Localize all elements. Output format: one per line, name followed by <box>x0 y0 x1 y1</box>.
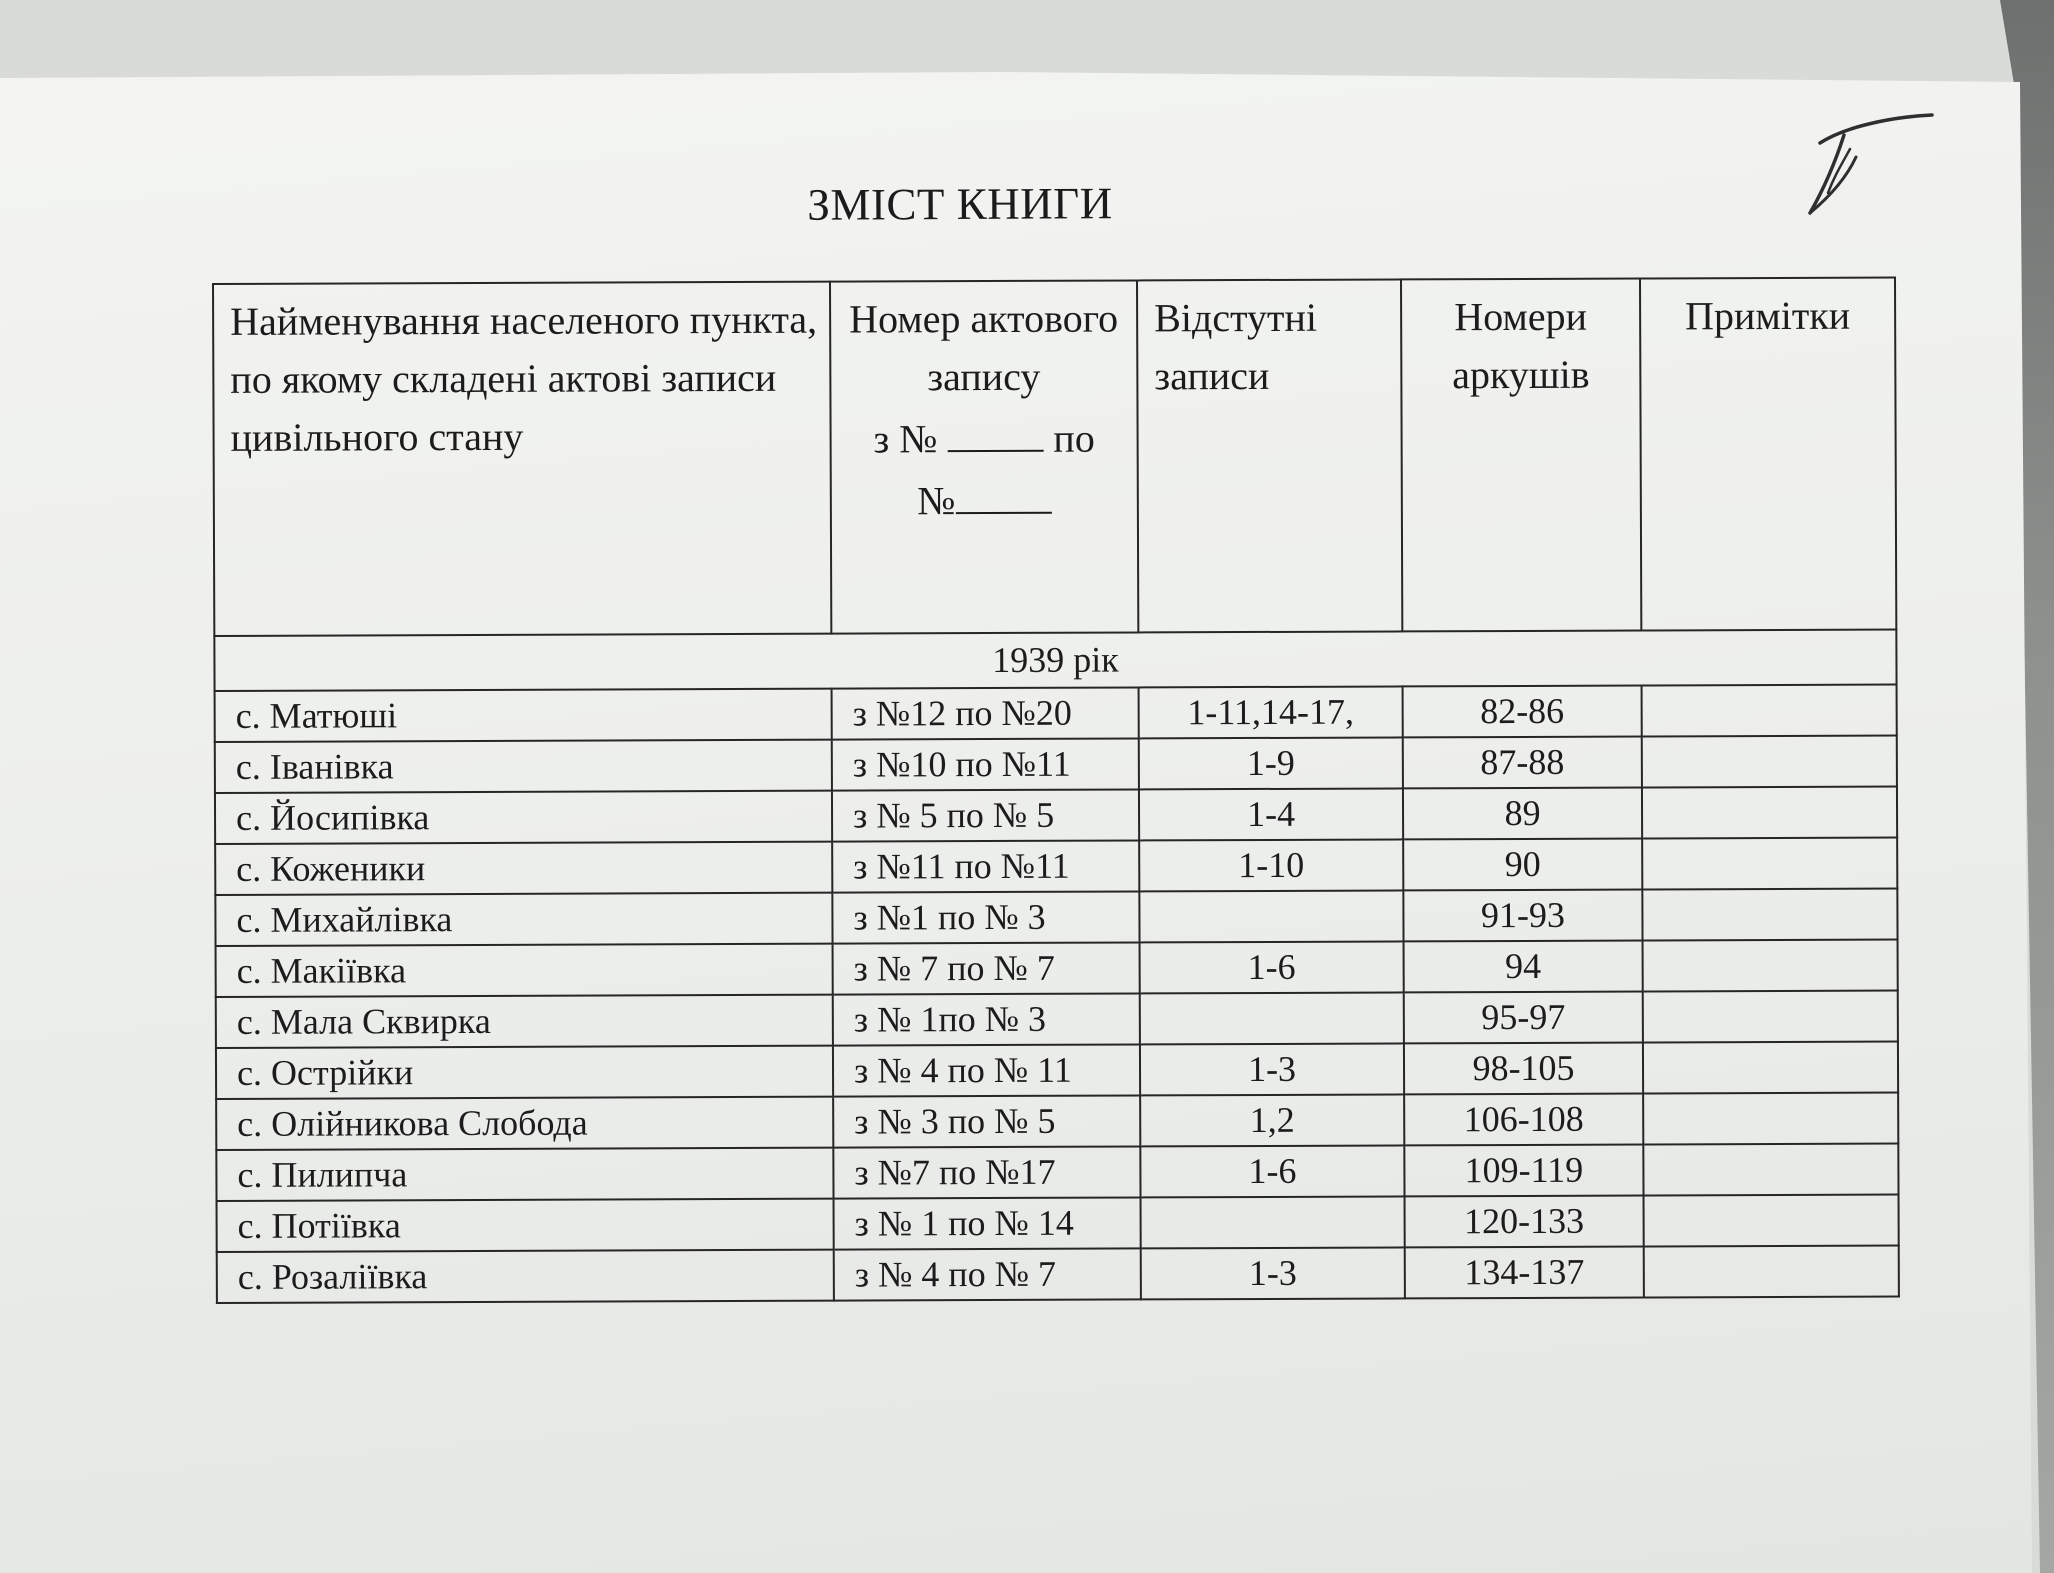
sheet-numbers-cell: 95-97 <box>1404 992 1643 1044</box>
table-row <box>216 1093 1898 1150</box>
table-row <box>216 940 1898 997</box>
table-header-row <box>213 278 1896 636</box>
record-range-cell: з №12 по №20 <box>832 687 1139 739</box>
settlement-cell: с. Розаліївка <box>217 1250 834 1303</box>
sheet-numbers-cell: 98-105 <box>1404 1043 1643 1095</box>
missing-records-cell: 1-4 <box>1139 788 1403 840</box>
notes-cell <box>1642 736 1897 788</box>
table-row <box>216 1144 1898 1201</box>
sheet-numbers-cell: 109-119 <box>1404 1145 1643 1197</box>
settlement-cell: с. Острійки <box>216 1046 833 1099</box>
settlement-cell: с. Михайлівка <box>215 893 832 946</box>
missing-records-cell: 1-11,14-17, <box>1139 686 1403 738</box>
table-row <box>216 991 1898 1048</box>
missing-records-cell: 1-6 <box>1140 941 1404 993</box>
missing-records-cell: 1-6 <box>1140 1145 1404 1197</box>
notes-cell <box>1643 1144 1898 1196</box>
notes-cell <box>1642 838 1897 890</box>
notes-cell <box>1643 1093 1898 1145</box>
settlement-cell: с. Матюші <box>215 689 832 742</box>
settlement-cell: с. Пилипча <box>216 1148 833 1201</box>
notes-cell <box>1643 991 1898 1043</box>
table-row <box>216 1042 1898 1099</box>
sheet-numbers-cell: 106-108 <box>1404 1094 1643 1146</box>
settlement-cell: с. Олійникова Слобода <box>216 1097 833 1150</box>
record-range-cell: з № 4 по № 7 <box>834 1248 1141 1300</box>
header-notes: Примітки <box>1640 278 1896 631</box>
sheet-numbers-cell: 94 <box>1404 941 1643 993</box>
settlement-cell: с. Мала Сквирка <box>216 995 833 1048</box>
sheet-numbers-cell: 91-93 <box>1403 890 1642 942</box>
sheet-numbers-cell: 82-86 <box>1403 686 1642 738</box>
missing-records-cell: 1-10 <box>1139 839 1403 891</box>
contents-table-wrapper <box>212 277 1898 1304</box>
year-label: 1939 рік <box>214 630 1896 691</box>
missing-records-cell: 1-3 <box>1140 1043 1404 1095</box>
missing-records-cell <box>1140 992 1404 1044</box>
table-row <box>215 889 1897 946</box>
table-row <box>215 736 1897 793</box>
notes-cell <box>1644 1195 1899 1247</box>
missing-records-cell: 1-3 <box>1141 1247 1405 1299</box>
settlement-cell: с. Іванівка <box>215 740 832 793</box>
record-range-cell: з № 4 по № 11 <box>833 1044 1140 1096</box>
record-range-cell: з №1 по № 3 <box>832 891 1139 943</box>
missing-records-cell <box>1139 890 1403 942</box>
settlement-cell: с. Макіївка <box>216 944 833 997</box>
settlement-cell: с. Йосипівка <box>215 791 832 844</box>
notes-cell <box>1643 940 1898 992</box>
check-mark-icon <box>1800 105 1940 225</box>
header-sheets: Номери аркушів <box>1401 279 1641 632</box>
notes-cell <box>1642 889 1897 941</box>
table-row <box>215 787 1897 844</box>
sheet-numbers-cell: 87-88 <box>1403 737 1642 789</box>
notes-cell <box>1644 1246 1899 1298</box>
settlement-cell: с. Потіївка <box>217 1199 834 1252</box>
header-record-number-label: Номер актового запису <box>849 295 1119 400</box>
notes-cell <box>1642 787 1897 839</box>
sheet-numbers-cell: 89 <box>1403 788 1642 840</box>
blank-line <box>947 406 1043 452</box>
header-record-to-word: по <box>1053 415 1095 461</box>
header-missing: Відстутні записи <box>1137 279 1402 632</box>
missing-records-cell: 1,2 <box>1140 1094 1404 1146</box>
blank-line <box>955 468 1051 514</box>
page-title: ЗМІСТ КНИГИ <box>807 178 1113 230</box>
record-range-cell: з № 3 по № 5 <box>833 1095 1140 1147</box>
sheet-numbers-cell: 134-137 <box>1405 1247 1644 1299</box>
sheet-numbers-cell: 120-133 <box>1405 1196 1644 1248</box>
table-row <box>215 685 1897 742</box>
table-row <box>215 838 1897 895</box>
header-record-number <box>830 280 1138 633</box>
settlement-cell: с. Коженики <box>215 842 832 895</box>
record-range-cell: з №11 по №11 <box>832 840 1139 892</box>
table-row <box>217 1246 1899 1303</box>
contents-table <box>212 277 1900 1304</box>
header-record-from: з № <box>873 416 938 462</box>
record-range-cell: з № 7 по № 7 <box>833 942 1140 994</box>
record-range-cell: з № 5 по № 5 <box>832 789 1139 841</box>
table-row <box>217 1195 1899 1252</box>
record-range-cell: з № 1по № 3 <box>833 993 1140 1045</box>
year-row <box>214 630 1896 691</box>
missing-records-cell <box>1141 1196 1405 1248</box>
record-range-cell: з №10 по №11 <box>832 738 1139 790</box>
notes-cell <box>1643 1042 1898 1094</box>
header-record-to: № <box>917 478 956 524</box>
record-range-cell: з №7 по №17 <box>833 1146 1140 1198</box>
record-range-cell: з № 1 по № 14 <box>834 1197 1141 1249</box>
sheet-numbers-cell: 90 <box>1403 839 1642 891</box>
notes-cell <box>1642 685 1897 737</box>
missing-records-cell: 1-9 <box>1139 737 1403 789</box>
header-settlement: Найменування населеного пункта, по якому складені актові записи цивільного стану <box>213 282 831 636</box>
